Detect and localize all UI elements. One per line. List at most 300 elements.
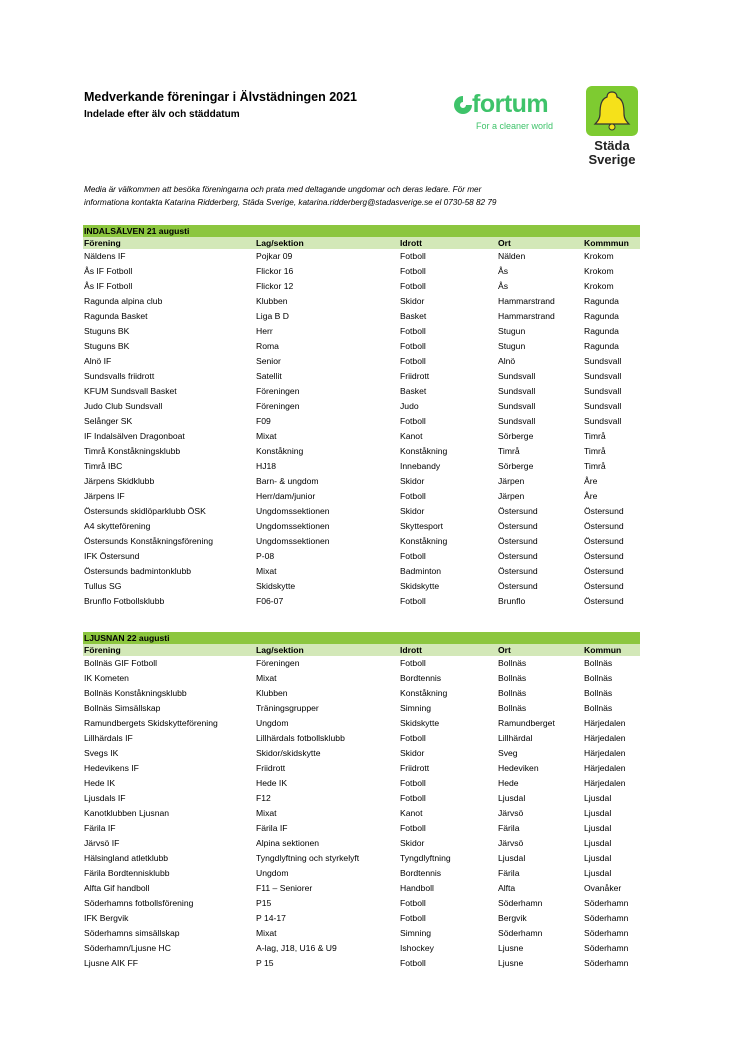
table-cell: Ungdom — [256, 868, 289, 878]
table-cell: Krokom — [584, 266, 614, 276]
table-cell: Ljusdals IF — [84, 793, 126, 803]
table-cell: Hedeviken — [498, 763, 539, 773]
table-cell: Skidor — [400, 748, 425, 758]
table-cell: Järvsö IF — [84, 838, 120, 848]
table-cell: Järvsö — [498, 808, 524, 818]
table-cell: Satellit — [256, 371, 282, 381]
table-cell: Fotboll — [400, 266, 426, 276]
table-cell: Fotboll — [400, 416, 426, 426]
table-cell: Alnö — [498, 356, 516, 366]
table-cell: Krokom — [584, 251, 614, 261]
table-cell: Bollnäs — [584, 673, 613, 683]
table-cell: Selånger SK — [84, 416, 133, 426]
table-cell: Alfta — [498, 883, 516, 893]
table-cell: Ungdomssektionen — [256, 521, 330, 531]
table-cell: Färila — [498, 823, 520, 833]
table-cell: Bergvik — [498, 913, 527, 923]
table-cell: Östersund — [498, 521, 538, 531]
table-cell: Timrå — [584, 461, 606, 471]
table-cell: Flickor 12 — [256, 281, 294, 291]
table-cell: Friidrott — [256, 763, 286, 773]
table-cell: Ovanåker — [584, 883, 622, 893]
table-row — [83, 594, 640, 609]
table-cell: IFK Bergvik — [84, 913, 129, 923]
table-row — [83, 519, 640, 534]
table-cell: Östersund — [584, 521, 624, 531]
table-cell: Bollnäs — [498, 703, 527, 713]
table-row — [83, 324, 640, 339]
table-cell: Fotboll — [400, 596, 426, 606]
table-cell: Sundsvall — [498, 416, 536, 426]
table-cell: Kanot — [400, 808, 423, 818]
table-cell: A-lag, J18, U16 & U9 — [256, 943, 337, 953]
table-cell: Friidrott — [400, 371, 430, 381]
page-title: Medverkande föreningar i Älvstädningen 2021 — [84, 90, 357, 104]
table-row — [83, 821, 640, 836]
table-cell: Skidskytte — [400, 718, 440, 728]
table-cell: Brunflo — [498, 596, 526, 606]
table-cell: Ragunda — [584, 311, 619, 321]
table-cell: Bollnäs — [584, 658, 613, 668]
table-row — [83, 399, 640, 414]
table-cell: Järvsö — [498, 838, 524, 848]
table-cell: Sundsvalls friidrott — [84, 371, 155, 381]
table-row — [83, 806, 640, 821]
column-header: Lag/sektion — [256, 645, 304, 655]
table-row — [83, 896, 640, 911]
table-cell: IK Kometen — [84, 673, 129, 683]
table-row — [83, 309, 640, 324]
table-row — [83, 429, 640, 444]
table-cell: Härjedalen — [584, 763, 626, 773]
bell-logo-box — [586, 86, 638, 136]
table-cell: Alnö IF — [84, 356, 112, 366]
table-cell: Söderhamns fotbollsförening — [84, 898, 194, 908]
table-cell: Ljusdal — [584, 838, 612, 848]
table-cell: Ramundberget — [498, 718, 555, 728]
table-cell: Ljusdal — [584, 823, 612, 833]
table-cell: P 14-17 — [256, 913, 286, 923]
table-cell: KFUM Sundsvall Basket — [84, 386, 177, 396]
table-cell: Östersund — [584, 551, 624, 561]
table-cell: Östersund — [498, 581, 538, 591]
table-cell: Föreningen — [256, 401, 300, 411]
table-cell: Ragunda Basket — [84, 311, 148, 321]
table-cell: Nälden — [498, 251, 526, 261]
table-cell: Järpens Skidklubb — [84, 476, 155, 486]
table-cell: Ramundbergets Skidskytteförening — [84, 718, 218, 728]
table-cell: Fotboll — [400, 281, 426, 291]
table-cell: Liga B D — [256, 311, 289, 321]
table-cell: Ungdom — [256, 718, 289, 728]
table-cell: Sundsvall — [584, 386, 622, 396]
table-cell: Basket — [400, 386, 427, 396]
table-cell: Söderhamns simsällskap — [84, 928, 180, 938]
table-cell: Konståkning — [256, 446, 304, 456]
table-cell: Timrå — [498, 446, 520, 456]
column-header: Ort — [498, 238, 511, 248]
table-cell: Hede IK — [256, 778, 288, 788]
table-row — [83, 716, 640, 731]
table-cell: Friidrott — [400, 763, 430, 773]
table-cell: Senior — [256, 356, 281, 366]
table-cell: Ljusne — [498, 958, 524, 968]
table-cell: Klubben — [256, 688, 288, 698]
table-cell: Lillhärdal — [498, 733, 533, 743]
table-cell: Fotboll — [400, 251, 426, 261]
table-cell: Fotboll — [400, 913, 426, 923]
table-cell: Östersund — [498, 566, 538, 576]
table-cell: Stuguns BK — [84, 341, 130, 351]
table-row — [83, 926, 640, 941]
table-row — [83, 851, 640, 866]
table-cell: Ljusne — [498, 943, 524, 953]
table-cell: Ungdomssektionen — [256, 506, 330, 516]
table-cell: Skidskytte — [400, 581, 440, 591]
table-cell: Basket — [400, 311, 427, 321]
table-cell: Fotboll — [400, 658, 426, 668]
table-cell: Konståkning — [400, 446, 448, 456]
table-row — [83, 791, 640, 806]
table-cell: Ljusdal — [584, 793, 612, 803]
table-cell: Ås — [498, 281, 509, 291]
table-cell: Åre — [584, 491, 598, 501]
table-cell: Söderhamn — [584, 898, 629, 908]
table-cell: Klubben — [256, 296, 288, 306]
table-row — [83, 294, 640, 309]
table-cell: Kanotklubben Ljusnan — [84, 808, 170, 818]
table-cell: Lillhärdals IF — [84, 733, 133, 743]
table-cell: Mixat — [256, 431, 277, 441]
table-cell: Herr/dam/junior — [256, 491, 316, 501]
column-header: Idrott — [400, 238, 422, 248]
table-cell: Flickor 16 — [256, 266, 294, 276]
table-cell: Östersund — [498, 551, 538, 561]
table-cell: Ljusdal — [584, 853, 612, 863]
table-row — [83, 339, 640, 354]
column-header: Idrott — [400, 645, 422, 655]
table-cell: Östersunds skidlöparklubb ÖSK — [84, 506, 206, 516]
table-cell: Skidor — [400, 476, 425, 486]
table-cell: Skidor — [400, 506, 425, 516]
fortum-wordmark: fortum — [472, 90, 549, 118]
table-row — [83, 686, 640, 701]
table-cell: Tyngdlyftning — [400, 853, 451, 863]
table-row — [83, 941, 640, 956]
table-cell: Stugun — [498, 341, 526, 351]
table-cell: Östersunds Konståkningsförening — [84, 536, 213, 546]
table-cell: P 15 — [256, 958, 274, 968]
section-title: INDALSÄLVEN 21 augusti — [83, 225, 640, 237]
table-cell: Fotboll — [400, 326, 426, 336]
table-cell: Härjedalen — [584, 748, 626, 758]
table-cell: Mixat — [256, 673, 277, 683]
table-cell: Fotboll — [400, 898, 426, 908]
table-cell: Skidskytte — [256, 581, 296, 591]
table-cell: Bollnäs — [584, 703, 613, 713]
column-header: Lag/sektion — [256, 238, 304, 248]
table-cell: Färila Bordtennisklubb — [84, 868, 170, 878]
table-cell: Ås IF Fotboll — [84, 281, 133, 291]
table-cell: Fotboll — [400, 958, 426, 968]
table-row — [83, 489, 640, 504]
table-cell: Timrå Konståkningsklubb — [84, 446, 181, 456]
table-cell: Pojkar 09 — [256, 251, 293, 261]
table-cell: IF Indalsälven Dragonboat — [84, 431, 185, 441]
table-cell: Färila — [498, 868, 520, 878]
table-cell: Hedevikens IF — [84, 763, 139, 773]
table-cell: Östersund — [498, 536, 538, 546]
table-cell: Fotboll — [400, 793, 426, 803]
table-cell: Östersund — [498, 506, 538, 516]
table-row — [83, 534, 640, 549]
fortum-mark-icon — [452, 94, 474, 116]
table-cell: Östersund — [584, 596, 624, 606]
table-row — [83, 761, 640, 776]
table-cell: Bollnäs Simsällskap — [84, 703, 161, 713]
table-cell: Skidor/skidskytte — [256, 748, 321, 758]
table-cell: Skidor — [400, 296, 425, 306]
stada-line2: Sverige — [588, 152, 636, 167]
table-cell: Ragunda alpina club — [84, 296, 163, 306]
table-cell: Sundsvall — [584, 416, 622, 426]
table-cell: Östersunds badmintonklubb — [84, 566, 192, 576]
table-cell: Bordtennis — [400, 673, 442, 683]
table-row — [83, 474, 640, 489]
table-cell: Söderhamn — [498, 898, 543, 908]
table-cell: Bollnäs — [584, 688, 613, 698]
table-cell: Skidor — [400, 838, 425, 848]
table-cell: Sveg — [498, 748, 518, 758]
table-cell: Hede IK — [84, 778, 116, 788]
table-row — [83, 384, 640, 399]
table-row — [83, 956, 640, 971]
table-cell: Östersund — [584, 506, 624, 516]
table-row — [83, 776, 640, 791]
table-cell: Ragunda — [584, 326, 619, 336]
table-row — [83, 579, 640, 594]
table-cell: Bollnäs — [498, 688, 527, 698]
table-cell: Sundsvall — [498, 386, 536, 396]
table-row — [83, 369, 640, 384]
table-row — [83, 264, 640, 279]
table-cell: P15 — [256, 898, 272, 908]
section-indalsalven — [83, 225, 640, 609]
table-cell: Judo Club Sundsvall — [84, 401, 163, 411]
table-row — [83, 564, 640, 579]
table-cell: Mixat — [256, 928, 277, 938]
table-row — [83, 504, 640, 519]
table-cell: IFK Östersund — [84, 551, 140, 561]
table-cell: Söderhamn — [584, 943, 629, 953]
table-cell: Järpen — [498, 491, 525, 501]
table-cell: Fotboll — [400, 341, 426, 351]
table-row — [83, 836, 640, 851]
table-cell: F12 — [256, 793, 271, 803]
table-cell: Ås — [498, 266, 509, 276]
table-cell: Brunflo Fotbollsklubb — [84, 596, 165, 606]
table-cell: Konståkning — [400, 536, 448, 546]
table-cell: Ishockey — [400, 943, 434, 953]
table-cell: Timrå IBC — [84, 461, 123, 471]
table-cell: Sörberge — [498, 461, 534, 471]
table-cell: Sundsvall — [584, 371, 622, 381]
intro-line-2: informationa kontakta Katarina Ridderberg, Städa Sverige, katarina.ridderberg@stadasverige.se el 0730-58 82 79 — [84, 198, 497, 207]
table-cell: HJ18 — [256, 461, 277, 471]
table-cell: Sörberge — [498, 431, 534, 441]
table-cell: Ljusdal — [584, 808, 612, 818]
bell-icon — [586, 86, 638, 136]
table-row — [83, 671, 640, 686]
table-cell: Svegs IK — [84, 748, 119, 758]
column-header: Kommun — [584, 645, 622, 655]
table-cell: Timrå — [584, 431, 606, 441]
table-cell: Bollnäs — [498, 658, 527, 668]
table-cell: Lillhärdals fotbollsklubb — [256, 733, 345, 743]
table-cell: Föreningen — [256, 658, 300, 668]
table-cell: Hammarstrand — [498, 296, 555, 306]
fortum-logo — [452, 88, 564, 134]
table-cell: Judo — [400, 401, 419, 411]
table-cell: Söderhamn — [584, 928, 629, 938]
table-cell: Fotboll — [400, 491, 426, 501]
table-cell: Söderhamn — [498, 928, 543, 938]
table-cell: Ljusdal — [498, 793, 526, 803]
table-cell: Härjedalen — [584, 778, 626, 788]
table-cell: Roma — [256, 341, 279, 351]
table-cell: Mixat — [256, 566, 277, 576]
table-row — [83, 444, 640, 459]
table-cell: Tullus SG — [84, 581, 122, 591]
table-cell: Östersund — [584, 566, 624, 576]
table-cell: Härjedalen — [584, 718, 626, 728]
table-row — [83, 746, 640, 761]
stada-sverige-logo — [584, 86, 640, 168]
table-cell: Järpens IF — [84, 491, 125, 501]
table-cell: Färila IF — [84, 823, 116, 833]
table-cell: Alfta Gif handboll — [84, 883, 150, 893]
table-cell: Barn- & ungdom — [256, 476, 319, 486]
table-cell: Ljusdal — [584, 868, 612, 878]
table-cell: Kanot — [400, 431, 423, 441]
table-cell: Badminton — [400, 566, 442, 576]
table-cell: Söderhamn — [584, 958, 629, 968]
table-cell: Härjedalen — [584, 733, 626, 743]
table-cell: Handboll — [400, 883, 434, 893]
table-cell: P-08 — [256, 551, 275, 561]
table-cell: Hede — [498, 778, 519, 788]
table-cell: Färila IF — [256, 823, 288, 833]
table-cell: Sundsvall — [584, 401, 622, 411]
section-title: LJUSNAN 22 augusti — [83, 632, 640, 644]
section-ljusnan — [83, 632, 640, 971]
column-header-row — [83, 237, 640, 249]
table-cell: Söderhamn/Ljusne HC — [84, 943, 171, 953]
table-row — [83, 249, 640, 264]
table-cell: Söderhamn — [584, 913, 629, 923]
table-cell: Åre — [584, 476, 598, 486]
table-cell: Krokom — [584, 281, 614, 291]
column-header: Förening — [84, 238, 121, 248]
table-row — [83, 911, 640, 926]
table-cell: Sundsvall — [498, 371, 536, 381]
table-cell: Ragunda — [584, 296, 619, 306]
table-cell: Fotboll — [400, 823, 426, 833]
table-cell: Föreningen — [256, 386, 300, 396]
table-cell: Simning — [400, 928, 432, 938]
stada-line1: Städa — [594, 138, 630, 153]
table-cell: Innebandy — [400, 461, 441, 471]
table-cell: Hammarstrand — [498, 311, 555, 321]
table-row — [83, 279, 640, 294]
table-cell: Ljusdal — [498, 853, 526, 863]
table-cell: Stuguns BK — [84, 326, 130, 336]
table-row — [83, 459, 640, 474]
table-cell: Alpina sektionen — [256, 838, 320, 848]
table-row — [83, 731, 640, 746]
table-cell: Sundsvall — [584, 356, 622, 366]
table-cell: Bollnäs — [498, 673, 527, 683]
table-row — [83, 354, 640, 369]
table-cell: Mixat — [256, 808, 277, 818]
table-cell: Herr — [256, 326, 273, 336]
table-cell: Östersund — [584, 581, 624, 591]
table-cell: Timrå — [584, 446, 606, 456]
table-cell: Konståkning — [400, 688, 448, 698]
table-cell: Ragunda — [584, 341, 619, 351]
table-cell: Bordtennis — [400, 868, 442, 878]
table-row — [83, 701, 640, 716]
table-cell: Järpen — [498, 476, 525, 486]
table-cell: Fotboll — [400, 733, 426, 743]
column-header: Förening — [84, 645, 121, 655]
table-cell: Ungdomssektionen — [256, 536, 330, 546]
table-row — [83, 414, 640, 429]
table-row — [83, 549, 640, 564]
table-cell: Ås IF Fotboll — [84, 266, 133, 276]
table-row — [83, 866, 640, 881]
table-row — [83, 656, 640, 671]
table-cell: F11 – Seniorer — [256, 883, 313, 893]
table-cell: Tyngdlyftning och styrkelyft — [256, 853, 360, 863]
table-cell: Simning — [400, 703, 432, 713]
table-cell: Stugun — [498, 326, 526, 336]
table-cell: Östersund — [584, 536, 624, 546]
table-cell: Träningsgrupper — [256, 703, 319, 713]
intro-text — [84, 183, 554, 209]
table-cell: Bollnäs GIF Fotboll — [84, 658, 158, 668]
table-cell: Hälsingland atletklubb — [84, 853, 169, 863]
table-cell: Fotboll — [400, 356, 426, 366]
table-cell: F06-07 — [256, 596, 284, 606]
table-cell: Fotboll — [400, 778, 426, 788]
table-cell: Sundsvall — [498, 401, 536, 411]
column-header: Kommmun — [584, 238, 629, 248]
table-cell: Fotboll — [400, 551, 426, 561]
table-cell: A4 skytteförening — [84, 521, 151, 531]
table-cell: F09 — [256, 416, 271, 426]
intro-line-1: Media är välkommen att besöka föreningarna och prata med deltagande ungdomar och deras ledare. För mer — [84, 185, 482, 194]
table-cell: Ljusne AIK FF — [84, 958, 138, 968]
column-header-row — [83, 644, 640, 656]
page-subtitle: Indelade efter älv och städdatum — [84, 109, 240, 120]
table-cell: Näldens IF — [84, 251, 126, 261]
table-row — [83, 881, 640, 896]
table-cell: Skyttesport — [400, 521, 443, 531]
fortum-tagline: For a cleaner world — [476, 121, 554, 131]
column-header: Ort — [498, 645, 511, 655]
table-cell: Bollnäs Konståkningsklubb — [84, 688, 187, 698]
